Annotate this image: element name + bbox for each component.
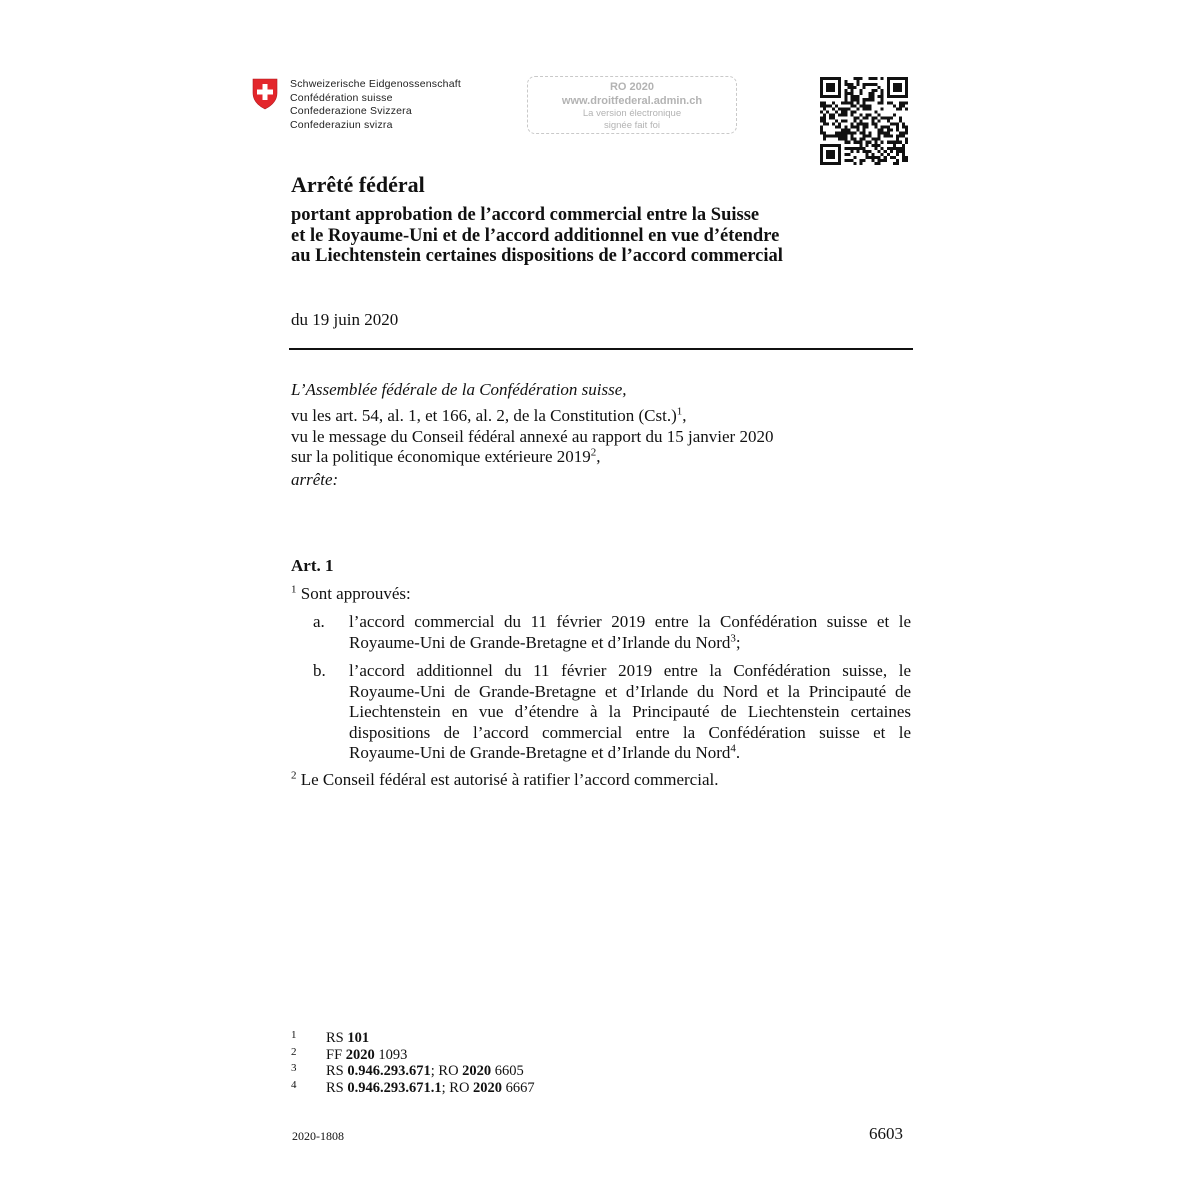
item-label: b. bbox=[313, 661, 326, 680]
footnote-ref[interactable]: 2 bbox=[590, 446, 597, 459]
recital-message: vu le message du Conseil fédéral annexé au rapport du 15 janvier 2020 bbox=[291, 426, 774, 446]
document-date: du 19 juin 2020 bbox=[291, 310, 399, 329]
footnote-number: 2 bbox=[291, 1045, 297, 1058]
subtitle-line: au Liechtenstein certaines dispositions de l’accord commercial bbox=[291, 246, 783, 266]
preamble-assembly: L’Assemblée fédérale de la Confédération suisse, bbox=[291, 380, 627, 399]
recital-report bbox=[291, 447, 773, 468]
preamble-decision: arrête: bbox=[291, 470, 339, 489]
footnote-text[interactable]: RS 0.946.293.671.1; RO 2020 6667 bbox=[326, 1079, 535, 1096]
item-line: l’accord additionnel du 11 février 2019 entre la Confédération suisse, le bbox=[349, 661, 911, 680]
confederation-name-rm: Confederaziun svizra bbox=[290, 118, 393, 131]
article-paragraph-2 bbox=[291, 770, 718, 790]
paragraph-text: Le Conseil fédéral est autorisé à ratifier l’accord commercial. bbox=[300, 770, 719, 789]
subtitle-line: portant approbation de l’accord commercial entre la Suisse bbox=[291, 205, 760, 225]
page-number: 6603 bbox=[869, 1124, 903, 1143]
item-line: Liechtenstein en vue d’étendre à la Principauté de Liechtenstein certaines bbox=[349, 702, 911, 721]
document-subtitle bbox=[291, 205, 851, 267]
title-divider bbox=[289, 348, 913, 350]
confederation-name-it: Confederazione Svizzera bbox=[290, 105, 412, 117]
item-label: a. bbox=[313, 612, 325, 631]
footnote-text[interactable]: RS 101 bbox=[326, 1030, 370, 1046]
article-item-a bbox=[313, 612, 911, 656]
item-line-text: Royaume-Uni de Grande-Bretagne et d’Irlande du Nord bbox=[349, 743, 731, 762]
footnote-ref[interactable]: 3 bbox=[730, 631, 736, 644]
footnote-text[interactable]: RS 0.946.293.671; RO 2020 6605 bbox=[326, 1063, 524, 1079]
recital-constitution bbox=[291, 406, 773, 427]
paragraph-number: 2 bbox=[291, 769, 297, 782]
recital-text: vu les art. 54, al. 1, et 166, al. 2, de la Constitution (Cst.) bbox=[291, 406, 677, 425]
confederation-name-de: Schweizerische Eidgenossenschaft bbox=[290, 78, 461, 90]
item-text bbox=[349, 661, 911, 764]
footnote-ref[interactable]: 4 bbox=[730, 742, 736, 755]
stamp-note-2: signée fait foi bbox=[604, 120, 660, 131]
recital-punct: , bbox=[596, 447, 601, 466]
qr-code-icon bbox=[820, 77, 908, 165]
item-punct: . bbox=[735, 743, 741, 762]
preamble-recitals bbox=[291, 406, 773, 468]
confederation-name-fr: Confédération suisse bbox=[290, 91, 393, 104]
stamp-website: www.droitfederal.admin.ch bbox=[561, 95, 703, 107]
footnote-ref[interactable]: 1 bbox=[676, 405, 683, 418]
subtitle-line: et le Royaume-Uni et de l’accord additionnel en vue d’étendre bbox=[291, 225, 780, 246]
stamp-note-1: La version électronique bbox=[582, 108, 682, 119]
article-item-b bbox=[313, 661, 911, 766]
footnote-text[interactable]: FF 2020 1093 bbox=[326, 1046, 408, 1063]
document-code: 2020-1808 bbox=[292, 1129, 344, 1143]
item-line: l’accord commercial du 11 février 2019 entre la Confédération suisse et le bbox=[349, 612, 911, 631]
swiss-coat-of-arms-icon bbox=[251, 78, 279, 110]
item-line bbox=[349, 743, 911, 764]
recital-text: sur la politique économique extérieure 2019 bbox=[291, 447, 591, 466]
confederation-names bbox=[290, 78, 461, 132]
article-paragraph-1 bbox=[291, 584, 411, 604]
item-line bbox=[349, 633, 911, 654]
item-text bbox=[349, 612, 911, 653]
article-title: Art. 1 bbox=[291, 556, 334, 575]
item-line-text: Royaume-Uni de Grande-Bretagne et d’Irlande du Nord bbox=[349, 632, 731, 652]
item-punct: ; bbox=[735, 632, 741, 652]
paragraph-text: Sont approuvés: bbox=[300, 584, 411, 603]
document-title: Arrêté fédéral bbox=[291, 172, 425, 197]
item-line: dispositions de l’accord commercial entre la Confédération suisse et le bbox=[349, 722, 911, 742]
footnote-number: 1 bbox=[291, 1029, 297, 1041]
footnote-number: 3 bbox=[291, 1062, 297, 1074]
paragraph-number: 1 bbox=[291, 583, 297, 596]
footnote-number: 4 bbox=[291, 1078, 297, 1091]
official-publication-stamp bbox=[527, 76, 737, 134]
item-line: Royaume-Uni de Grande-Bretagne et d’Irlande du Nord et la Principauté de bbox=[349, 681, 911, 701]
stamp-collection: RO 2020 bbox=[609, 81, 655, 93]
recital-punct: , bbox=[682, 406, 687, 425]
